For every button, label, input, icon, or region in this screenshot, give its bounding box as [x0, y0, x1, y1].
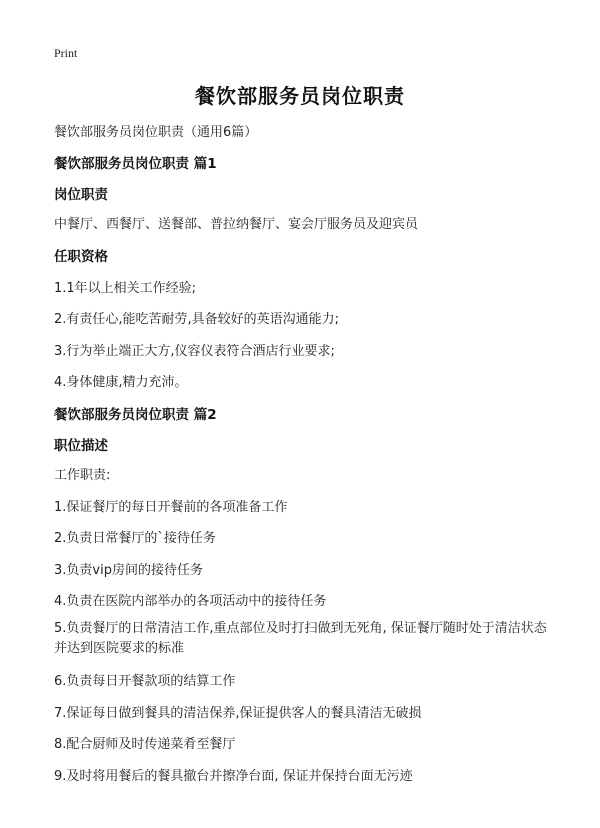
description-heading: 职位描述: [54, 438, 108, 454]
print-label: Print: [54, 46, 78, 60]
duty-item: 9.及时将用餐后的餐具撤台并擦净台面, 保证并保持台面无污迹: [54, 769, 413, 784]
qualification-heading: 任职资格: [54, 249, 108, 265]
qualification-item: 3.行为举止端正大方,仪容仪表符合酒店行业要求;: [54, 344, 335, 359]
qualification-item: 2.有责任心,能吃苦耐劳,具备较好的英语沟通能力;: [54, 312, 340, 327]
qualification-item: 4.身体健康,精力充沛。: [54, 375, 188, 390]
duty-item: 4.负责在医院内部举办的各项活动中的接待任务: [54, 594, 327, 609]
duty-item: 7.保证每日做到餐具的清洁保养,保证提供客人的餐具清洁无破损: [54, 706, 422, 721]
page-title: 餐饮部服务员岗位职责: [195, 84, 405, 108]
duty-text: 中餐厅、西餐厅、送餐部、普拉纳餐厅、宴会厅服务员及迎宾员: [54, 217, 419, 232]
duty-item: 5.负责餐厅的日常清洁工作,重点部位及时打扫做到无死角, 保证餐厅随时处于清洁状态并达到医院要求的标准: [54, 621, 547, 656]
duty-item: 3.负责vip房间的接待任务: [54, 563, 203, 578]
duty-item: 8.配合厨师及时传递菜肴至餐厅: [54, 737, 236, 752]
qualification-item: 1.1年以上相关工作经验;: [54, 281, 197, 296]
section1-heading: 餐饮部服务员岗位职责 篇1: [54, 156, 217, 172]
document-subtitle: 餐饮部服务员岗位职责（通用6篇）: [54, 125, 258, 140]
duty-heading: 岗位职责: [54, 187, 108, 203]
duty-item: 2.负责日常餐厅的`接待任务: [54, 531, 216, 546]
duty-item: 6.负责每日开餐款项的结算工作: [54, 674, 236, 689]
duty-item: 1.保证餐厅的每日开餐前的各项准备工作: [54, 500, 288, 515]
section2-heading: 餐饮部服务员岗位职责 篇2: [54, 407, 217, 423]
duties-label: 工作职责:: [54, 468, 111, 483]
